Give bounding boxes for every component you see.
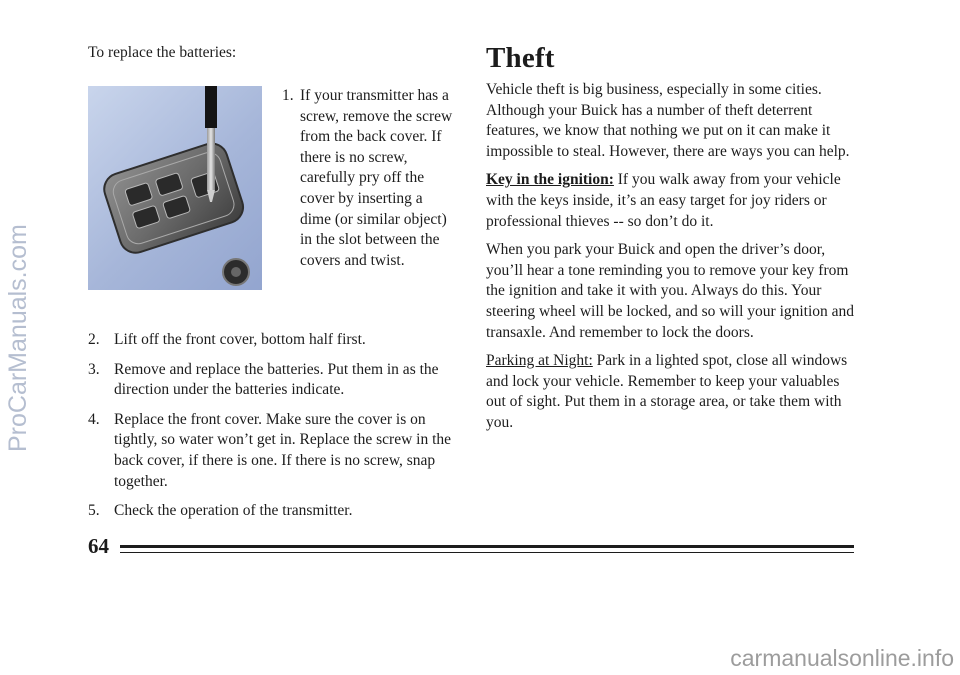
side-watermark: ProCarManuals.com (4, 224, 32, 452)
battery-intro: To replace the batteries: (88, 44, 237, 61)
transmitter-photo (88, 86, 262, 290)
step-text: Replace the front cover. Make sure the cover is on tightly, so water won’t get in. Replace the screw in the back cover, if there is one. If there is no screw, snap together. (114, 410, 452, 490)
step-number: 3. (88, 360, 100, 378)
step-1 (282, 86, 457, 271)
step-text: If your transmitter has a screw, remove the screw from the back cover. If there is no screw, carefully pry off the cover by inserting a dime (or similar object) in the slot between the covers and twist. (300, 87, 453, 269)
theft-section (486, 80, 862, 442)
footer-rule (120, 545, 854, 548)
step-number: 2. (88, 331, 100, 348)
list-item (88, 501, 458, 522)
step-text: Check the operation of the transmitter. (114, 502, 353, 520)
page-number: 64 (88, 534, 109, 558)
step-text: Remove and replace the batteries. Put them in as the direction under the batteries indicate. (114, 360, 439, 399)
step-number: 5. (88, 502, 100, 520)
section-title: Theft (486, 42, 555, 74)
transmitter-illustration (88, 86, 262, 290)
footer-rule-thin (120, 552, 854, 553)
key-heading: Key in the ignition: (486, 171, 614, 189)
list-item (88, 360, 458, 401)
list-item (88, 330, 458, 351)
night-heading: Parking at Night: (486, 352, 593, 370)
list-item (88, 410, 458, 492)
step-number: 4. (88, 410, 100, 428)
park-paragraph: When you park your Buick and open the driver’s door, you’ll hear a tone reminding you to remove your key from the ignition and take it with you. Always do this. Your steering wheel will be locked, and so will your ignition and transaxle. And remember to lock the doors. (486, 241, 855, 341)
theft-intro: Vehicle theft is big business, especially in some cities. Although your Buick has a number of theft deterrent features, we know that nothing we put on it can make it impossible to steal. However, there are ways you can help. (486, 81, 850, 160)
key-paragraph (486, 170, 862, 232)
key-text: If you walk away from your vehicle with the keys inside, it’s an easy target for joy riders or professional thieves -- so don’t do it. (486, 171, 841, 230)
night-paragraph (486, 351, 862, 433)
bottom-watermark: carmanualsonline.info (730, 645, 954, 671)
step-number: 1. (282, 87, 294, 104)
step-text: Lift off the front cover, bottom half first. (114, 331, 366, 348)
night-text: Park in a lighted spot, close all windows and lock your vehicle. Remember to keep your valuables out of sight. Put them in a storage area, or take them with you. (486, 352, 848, 431)
battery-steps-list (88, 330, 458, 531)
